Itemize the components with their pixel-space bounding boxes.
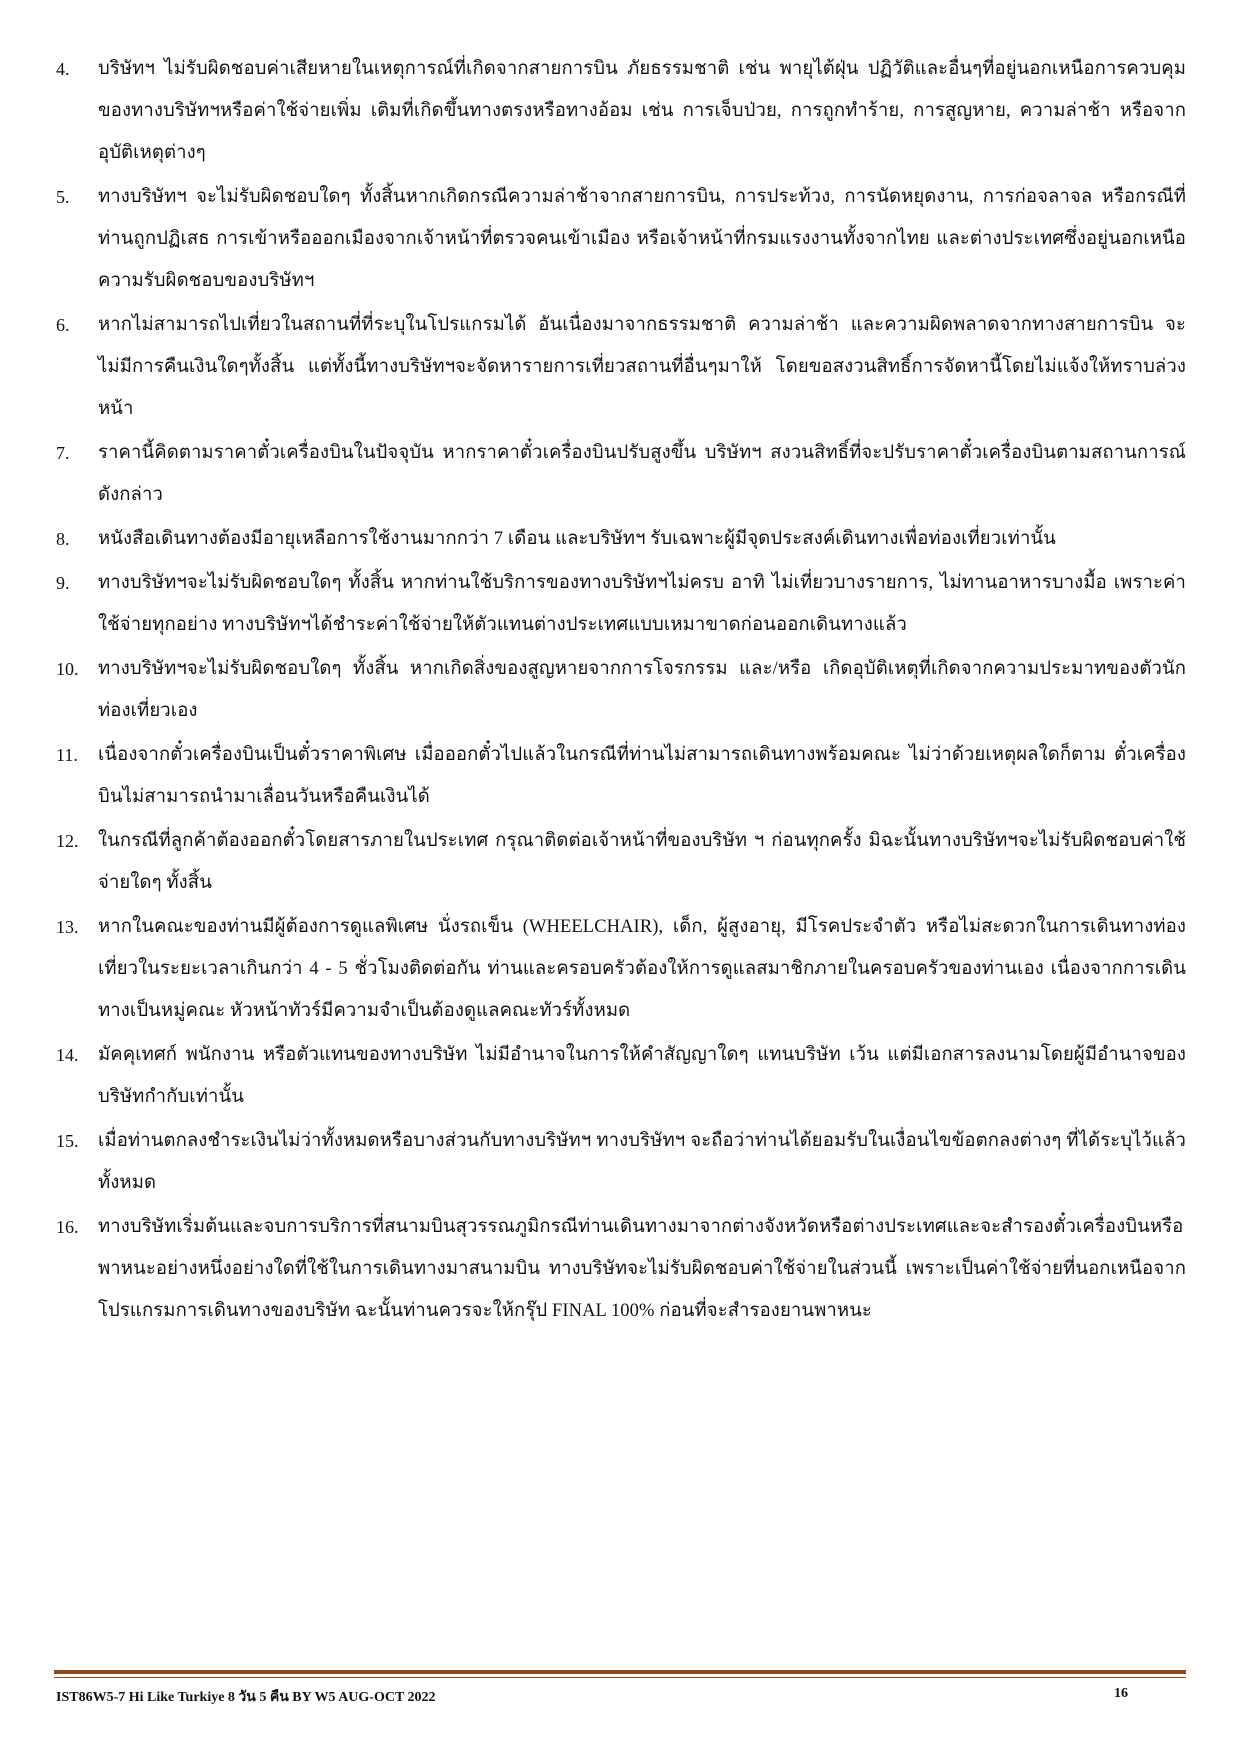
- condition-item: [56, 48, 1186, 174]
- condition-item: [56, 906, 1186, 1032]
- condition-text: เมื่อท่านตกลงชำระเงินไม่ว่าทั้งหมดหรือบางส่วนกับทางบริษัทฯ ทางบริษัทฯ จะถือว่าท่านได้ยอมรับในเงื่อนไขข้อตกลงต่างๆ ที่ได้ระบุไว้แล้วทั้งหมด: [98, 1131, 1186, 1193]
- condition-number: 11.: [56, 745, 78, 765]
- condition-item: [56, 176, 1186, 302]
- condition-text: ราคานี้คิดตามราคาตั๋วเครื่องบินในปัจจุบัน หากราคาตั๋วเครื่องบินปรับสูงขึ้น บริษัทฯ สงวนสิทธิ์ที่จะปรับราคาตั๋วเครื่องบินตามสถานการณ์ดังกล่าว: [98, 443, 1186, 505]
- condition-item: [56, 734, 1186, 818]
- condition-number: 13.: [56, 917, 79, 937]
- condition-number: 4.: [56, 59, 70, 79]
- condition-item: [56, 1206, 1186, 1332]
- condition-item: [56, 648, 1186, 732]
- footer-divider-thick: [54, 1670, 1186, 1674]
- conditions-list: [56, 48, 1186, 1334]
- condition-number: 5.: [56, 187, 70, 207]
- condition-item: [56, 1034, 1186, 1118]
- condition-text: ทางบริษัทฯ จะไม่รับผิดชอบใดๆ ทั้งสิ้นหากเกิดกรณีความล่าช้าจากสายการบิน, การประท้วง, การนัดหยุดงาน, การก่อจลาจล หรือกรณีที่ท่านถูกปฏิเสธ การเข้าหรือออกเมืองจากเจ้าหน้าที่ตรวจคนเข้าเมือง หรือเจ้าหน้าที่กรมแรงงานทั้งจากไทย และต่างประเทศซึ่งอยู่นอกเหนือความรับผิดชอบของบริษัทฯ: [98, 187, 1186, 291]
- condition-number: 6.: [56, 315, 70, 335]
- condition-text: เนื่องจากตั๋วเครื่องบินเป็นตั๋วราคาพิเศษ เมื่อออกตั๋วไปแล้วในกรณีที่ท่านไม่สามารถเดินทางพร้อมคณะ ไม่ว่าด้วยเหตุผลใดก็ตาม ตั๋วเครื่องบินไม่สามารถนำมาเลื่อนวันหรือคืนเงินได้: [98, 745, 1186, 807]
- page-footer: [56, 1686, 1186, 1708]
- condition-number: 9.: [56, 573, 70, 593]
- condition-item: [56, 304, 1186, 430]
- condition-number: 10.: [56, 659, 79, 679]
- condition-text: ทางบริษัทฯจะไม่รับผิดชอบใดๆ ทั้งสิ้น หากเกิดสิ่งของสูญหายจากการโจรกรรม และ/หรือ เกิดอุบัติเหตุที่เกิดจากความประมาทของตัวนักท่องเที่ยวเอง: [98, 659, 1186, 721]
- condition-number: 8.: [56, 529, 70, 549]
- condition-item: [56, 1120, 1186, 1204]
- condition-text: ทางบริษัทเริ่มต้นและจบการบริการที่สนามบินสุวรรณภูมิกรณีท่านเดินทางมาจากต่างจังหวัดหรือต่างประเทศและจะสำรองตั๋วเครื่องบินหรือพาหนะอย่างหนึ่งอย่างใดที่ใช้ในการเดินทางมาสนามบิน ทางบริษัทจะไม่รับผิดชอบค่าใช้จ่ายในส่วนนี้ เพราะเป็นค่าใช้จ่ายที่นอกเหนือจากโปรแกรมการเดินทางของบริษัท ฉะนั้นท่านควรจะให้กรุ๊ป FINAL 100% ก่อนที่จะสำรองยานพาหนะ: [98, 1217, 1186, 1321]
- condition-number: 16.: [56, 1217, 79, 1237]
- footer-tour-code: IST86W5-7 Hi Like Turkiye 8 วัน 5 คืน BY W5 AUG-OCT 2022: [56, 1690, 436, 1705]
- condition-number: 14.: [56, 1045, 79, 1065]
- condition-item: [56, 562, 1186, 646]
- condition-item: [56, 432, 1186, 516]
- condition-text: หนังสือเดินทางต้องมีอายุเหลือการใช้งานมากกว่า 7 เดือน และบริษัทฯ รับเฉพาะผู้มีจุดประสงค์เดินทางเพื่อท่องเที่ยวเท่านั้น: [98, 529, 1056, 549]
- page-number: 16: [1114, 1686, 1128, 1701]
- footer-divider-thin: [54, 1677, 1186, 1678]
- condition-number: 7.: [56, 443, 70, 463]
- condition-text: บริษัทฯ ไม่รับผิดชอบค่าเสียหายในเหตุการณ์ที่เกิดจากสายการบิน ภัยธรรมชาติ เช่น พายุไต้ฝุ่น ปฏิวัติและอื่นๆที่อยู่นอกเหนือการควบคุมของทางบริษัทฯหรือค่าใช้จ่ายเพิ่ม เติมที่เกิดขึ้นทางตรงหรือทางอ้อม เช่น การเจ็บป่วย, การถูกทำร้าย, การสูญหาย, ความล่าช้า หรือจากอุบัติเหตุต่างๆ: [98, 59, 1186, 163]
- condition-text: หากไม่สามารถไปเที่ยวในสถานที่ที่ระบุในโปรแกรมได้ อันเนื่องมาจากธรรมชาติ ความล่าช้า และความผิดพลาดจากทางสายการบิน จะไม่มีการคืนเงินใดๆทั้งสิ้น แต่ทั้งนี้ทางบริษัทฯจะจัดหารายการเที่ยวสถานที่อื่นๆมาให้ โดยขอสงวนสิทธิ์การจัดหานี้โดยไม่แจ้งให้ทราบล่วงหน้า: [98, 315, 1186, 419]
- condition-text: มัคคุเทศก์ พนักงาน หรือตัวแทนของทางบริษัท ไม่มีอำนาจในการให้คำสัญญาใดๆ แทนบริษัท เว้น แต่มีเอกสารลงนามโดยผู้มีอำนาจของบริษัทกำกับเท่านั้น: [98, 1045, 1186, 1107]
- condition-text: ในกรณีที่ลูกค้าต้องออกตั๋วโดยสารภายในประเทศ กรุณาติดต่อเจ้าหน้าที่ของบริษัท ฯ ก่อนทุกครั้ง มิฉะนั้นทางบริษัทฯจะไม่รับผิดชอบค่าใช้จ่ายใดๆ ทั้งสิ้น: [98, 831, 1186, 893]
- condition-number: 15.: [56, 1131, 79, 1151]
- condition-text: ทางบริษัทฯจะไม่รับผิดชอบใดๆ ทั้งสิ้น หากท่านใช้บริการของทางบริษัทฯไม่ครบ อาทิ ไม่เที่ยวบางรายการ, ไม่ทานอาหารบางมื้อ เพราะค่าใช้จ่ายทุกอย่าง ทางบริษัทฯได้ชำระค่าใช้จ่ายให้ตัวแทนต่างประเทศแบบเหมาขาดก่อนออกเดินทางแล้ว: [98, 573, 1186, 635]
- condition-number: 12.: [56, 831, 79, 851]
- condition-item: [56, 820, 1186, 904]
- condition-item: [56, 518, 1186, 560]
- condition-text: หากในคณะของท่านมีผู้ต้องการดูแลพิเศษ นั่งรถเข็น (WHEELCHAIR), เด็ก, ผู้สูงอายุ, มีโรคประจำตัว หรือไม่สะดวกในการเดินทางท่องเที่ยวในระยะเวลาเกินกว่า 4 - 5 ชั่วโมงติดต่อกัน ท่านและครอบครัวต้องให้การดูแลสมาชิกภายในครอบครัวของท่านเอง เนื่องจากการเดินทางเป็นหมู่คณะ หัวหน้าทัวร์มีความจำเป็นต้องดูแลคณะทัวร์ทั้งหมด: [98, 917, 1186, 1021]
